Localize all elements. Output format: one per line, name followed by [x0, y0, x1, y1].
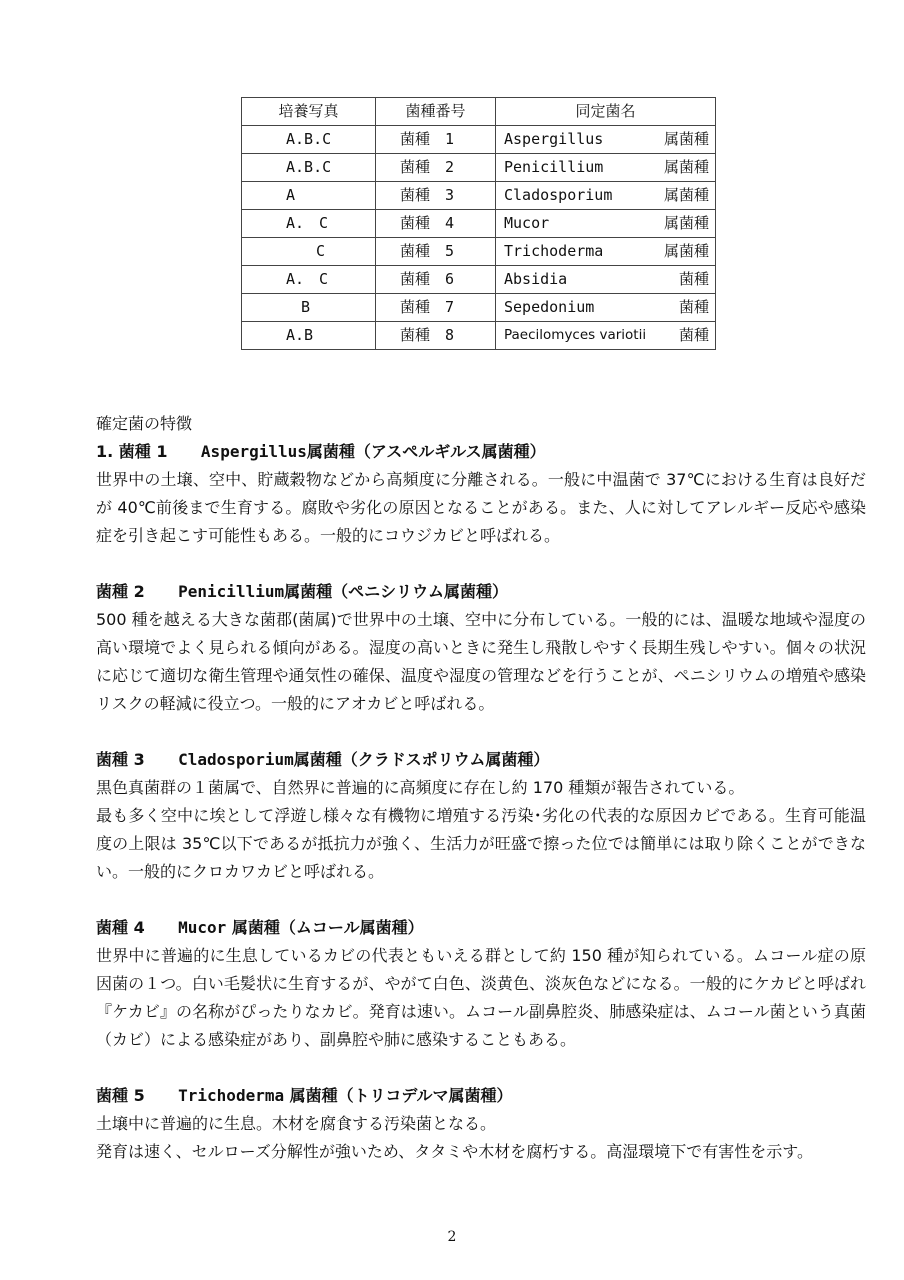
header-identified-name: 同定菌名	[496, 98, 716, 126]
strain-number-cell: 菌種 5	[376, 238, 496, 266]
fungus-section	[96, 438, 866, 550]
strain-label: 菌種 4	[96, 918, 145, 937]
identified-name-cell	[496, 126, 716, 154]
fungus-description: 土壌中に普遍的に生息。木材を腐食する汚染菌となる。 発育は速く、セルローズ分解性が強いため、タタミや木材を腐朽する。高湿環境下で有害性を示す。	[96, 1114, 813, 1161]
table-row	[242, 238, 716, 266]
scientific-name: Aspergillus	[200, 442, 307, 461]
culture-photo-cell: A.B.C	[242, 126, 376, 154]
strain-label: 菌種 2	[96, 582, 145, 601]
scientific-name: Penicillium	[178, 582, 285, 601]
culture-photo-cell: A	[242, 182, 376, 210]
culture-photo-cell: A. C	[242, 266, 376, 294]
page-number: 2	[447, 1229, 457, 1245]
section-title: 確定菌の特徴	[96, 414, 193, 433]
fungus-description: 黒色真菌群の１菌属で、自然界に普遍的に高頻度に存在し約 170 種類が報告されている。 最も多く空中に埃として浮遊し様々な有機物に増殖する汚染･劣化の代表的な原因カビである。生育可能温度の上限は 35℃以下であるが抵抗力が強く、生活力が旺盛で擦った位では簡単には取り除くことができない。一般的にクロカワカビと呼ばれる。	[96, 778, 866, 881]
culture-photo-cell: B	[242, 294, 376, 322]
table-row	[242, 182, 716, 210]
scientific-name: Mucor	[178, 918, 227, 937]
strain-number-cell: 菌種 7	[376, 294, 496, 322]
fungus-heading	[96, 1082, 866, 1110]
header-culture-photo: 培養写真	[242, 98, 376, 126]
fungus-heading	[96, 578, 866, 606]
fungus-section	[96, 578, 866, 718]
fungus-heading	[96, 438, 866, 466]
strain-number-cell: 菌種 2	[376, 154, 496, 182]
fungus-section	[96, 1082, 866, 1166]
heading-suffix: 属菌種（ペニシリウム属菌種）	[284, 582, 508, 601]
culture-photo-cell: A. C	[242, 210, 376, 238]
fungus-description: 世界中の土壌、空中、貯蔵穀物などから高頻度に分離される。一般に中温菌で 37℃における生育は良好だが 40℃前後まで生育する。腐敗や劣化の原因となることがある。また、人に対してアレルギー反応や感染症を引き起こす可能性もある。一般的にコウジカビと呼ばれる。	[96, 470, 866, 545]
document-body	[96, 410, 866, 1166]
fungus-section	[96, 914, 866, 1054]
fungus-heading	[96, 914, 866, 942]
heading-suffix: 属菌種（トリコデルマ属菌種）	[284, 1086, 513, 1105]
genus-name: Paecilomyces variotii	[504, 327, 647, 343]
rank-label: 属菌種	[663, 214, 709, 232]
header-strain-number: 菌種番号	[376, 98, 496, 126]
identified-name-cell	[496, 266, 716, 294]
identified-name-cell	[496, 154, 716, 182]
fungus-section	[96, 746, 866, 886]
strain-number-cell: 菌種 6	[376, 266, 496, 294]
culture-photo-cell: A.B	[242, 322, 376, 350]
scientific-name: Cladosporium	[178, 750, 294, 769]
genus-name: Absidia	[504, 270, 568, 288]
strain-label: 菌種 5	[96, 1086, 145, 1105]
fungus-description: 世界中に普遍的に生息しているカビの代表ともいえる群として約 150 種が知られている。ムコール症の原因菌の１つ。白い毛髪状に生育するが、やがて白色、淡黄色、淡灰色などになる。一般的にケカビと呼ばれ『ケカビ』の名称がぴったりなカビ。発育は速い。ムコール副鼻腔炎、肺感染症は、ムコール菌という真菌（カビ）による感染症があり、副鼻腔や肺に感染することもある。	[96, 946, 866, 1049]
fungus-heading	[96, 746, 866, 774]
strain-label: 1. 菌種 1	[96, 442, 168, 461]
identification-table	[241, 97, 716, 350]
rank-label: 属菌種	[663, 130, 709, 148]
rank-label: 属菌種	[663, 158, 709, 176]
scientific-name: Trichoderma	[178, 1086, 285, 1105]
table-row	[242, 294, 716, 322]
genus-name: Sepedonium	[504, 298, 595, 316]
identified-name-cell	[496, 210, 716, 238]
rank-label: 菌種	[678, 270, 709, 288]
culture-photo-cell: C	[242, 238, 376, 266]
table-row	[242, 126, 716, 154]
genus-name: Penicillium	[504, 158, 604, 176]
genus-name: Mucor	[504, 214, 550, 232]
table-row	[242, 154, 716, 182]
strain-number-cell: 菌種 3	[376, 182, 496, 210]
strain-number-cell: 菌種 8	[376, 322, 496, 350]
identified-name-cell	[496, 322, 716, 350]
rank-label: 属菌種	[663, 242, 709, 260]
table-row	[242, 210, 716, 238]
genus-name: Aspergillus	[504, 130, 604, 148]
strain-number-cell: 菌種 1	[376, 126, 496, 154]
rank-label: 属菌種	[663, 186, 709, 204]
heading-suffix: 属菌種（ムコール属菌種）	[226, 918, 424, 937]
genus-name: Trichoderma	[504, 242, 604, 260]
rank-label: 菌種	[678, 326, 709, 344]
table-row	[242, 266, 716, 294]
identified-name-cell	[496, 294, 716, 322]
genus-name: Cladosporium	[504, 186, 613, 204]
culture-photo-cell: A.B.C	[242, 154, 376, 182]
strain-label: 菌種 3	[96, 750, 145, 769]
table-row	[242, 322, 716, 350]
heading-suffix: 属菌種（クラドスポリウム属菌種）	[293, 750, 550, 769]
heading-suffix: 属菌種（アスペルギルス属菌種）	[306, 442, 546, 461]
identified-name-cell	[496, 238, 716, 266]
rank-label: 菌種	[678, 298, 709, 316]
identified-name-cell	[496, 182, 716, 210]
table-header-row	[242, 98, 716, 126]
strain-number-cell: 菌種 4	[376, 210, 496, 238]
fungus-description: 500 種を越える大きな菌郡(菌属)で世界中の土壌、空中に分布している。一般的には、温暖な地域や湿度の高い環境でよく見られる傾向がある。湿度の高いときに発生し飛散しやすく長期生残しやすい。個々の状況に応じて適切な衛生管理や通気性の確保、温度や湿度の管理などを行うことが、ペニシリウムの増殖や感染リスクの軽減に役立つ。一般的にアオカビと呼ばれる。	[96, 610, 866, 713]
